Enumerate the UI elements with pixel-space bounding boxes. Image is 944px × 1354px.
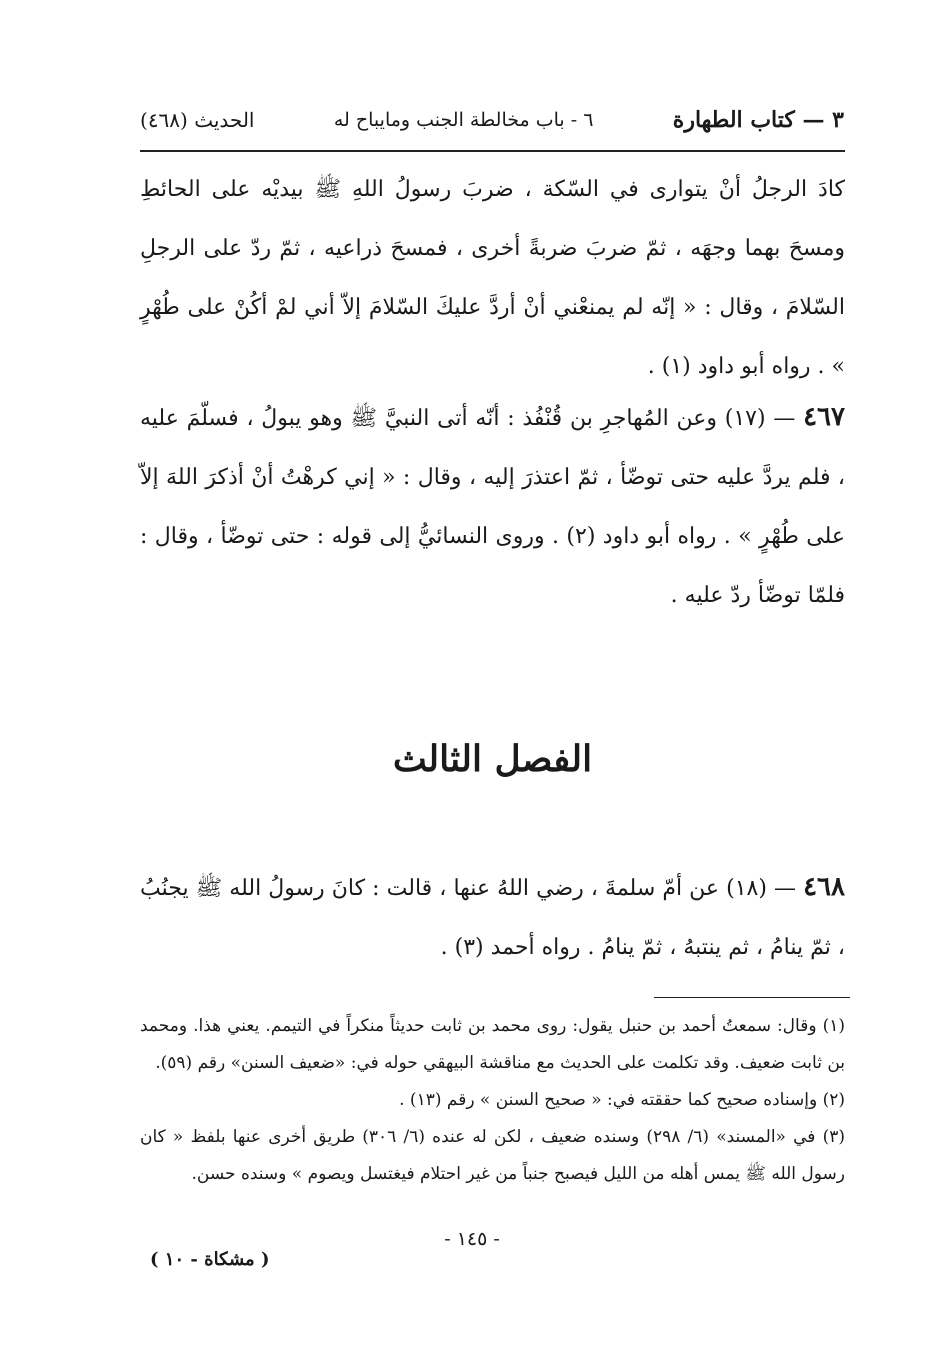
header-rule xyxy=(140,150,845,152)
footnote: (١) وقال: سمعتُ أحمد بن حنبل يقول: روى محمد بن ثابت حديثاً منكراً في التيمم. يعني هذا. ومحمد بن ثابت ضعيف. وقد تكلمت على الحديث مع مناقشة البيهقي حوله في: «ضعيف السنن» رقم (٥٩). xyxy=(140,1016,845,1073)
footnotes xyxy=(140,1008,845,1193)
chapter-title: ٦ - باب مخالطة الجنب ومايباح له xyxy=(333,109,594,131)
hadith-number: ٤٦٧ xyxy=(803,402,845,432)
hadith-paragraph xyxy=(140,160,845,396)
footnote: (٢) وإسناده صحيح كما حققته في: « صحيح السنن » رقم (١٣) . xyxy=(399,1090,845,1110)
book-title: ٣ — كتاب الطهارة xyxy=(672,107,844,133)
hadith-text: — (١٨) عن أمّ سلمةَ ، رضي اللهُ عنها ، قالت : كانَ رسولُ الله ﷺ يجنُبُ ، ثمّ ينامُ ، ثم ينتبهُ ، ثمّ ينامُ . رواه أحمد (٣) . xyxy=(140,876,845,960)
hadith-text: كادَ الرجلُ أنْ يتوارى في السّكة ، ضربَ رسولُ اللهِ ﷺ بيديْه على الحائطِ ومسحَ بهما وجهَه ، ثمّ ضربَ ضربةً أخرى ، فمسحَ ذراعيه ، ثمّ ردّ على الرجلِ السّلامَ ، وقال : « إنّه لم يمنعْني أنْ أردَّ عليكَ السّلامَ إلاّ أني لمْ أكُنْ على طُهْرٍ » . رواه أبو داود (١) . xyxy=(140,177,845,379)
hadith-paragraph xyxy=(140,858,845,977)
section-title: الفصل الثالث xyxy=(392,738,593,780)
signature-mark: ( مشكاة - ١٠ ) xyxy=(150,1249,270,1270)
hadith-text: — (١٧) وعن المُهاجرِ بن قُنْفُذ : أنّه أتى النبيَّ ﷺ وهو يبولُ ، فسلّمَ عليه ، فلم يردَّ عليه حتى توضّأ ، ثمّ اعتذرَ إليه ، وقال : « إني كرهْتُ أنْ أذكرَ اللهَ إلاّ على طُهْرٍ » . رواه أبو داود (٢) . وروى النسائيُّ إلى قوله : حتى توضّأ ، وقال : فلمّا توضّأ ردّ عليه . xyxy=(140,406,845,608)
running-header xyxy=(140,96,844,144)
footnote-rule xyxy=(654,997,850,998)
footnote: (٣) في «المسند» (٦/ ٢٩٨) وسنده ضعيف ، لكن له عنده (٦/ ٣٠٦) طريق أخرى عنها بلفظ « كان رسول الله ﷺ يمس أهله من الليل فيصبح جنباً من غير احتلام فيغتسل ويصوم » وسنده حسن. xyxy=(140,1127,845,1184)
hadith-number: ٤٦٨ xyxy=(803,872,845,902)
page-number: - ١٤٥ - xyxy=(444,1228,500,1250)
hadith-paragraph xyxy=(140,388,845,625)
hadith-range: الحديث (٤٦٨) xyxy=(140,108,255,132)
